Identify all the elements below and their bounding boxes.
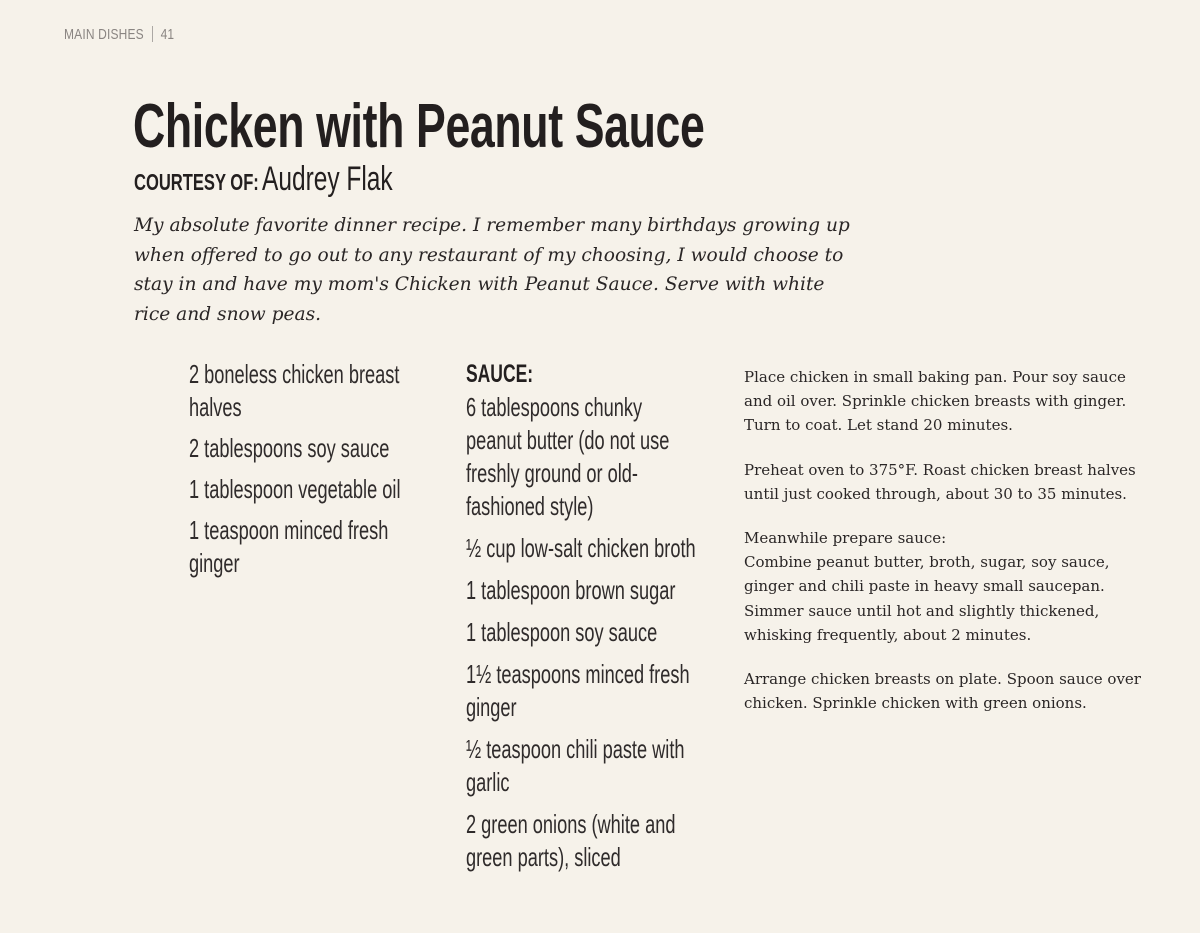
- ingredient-item: ½ teaspoon chili paste with garlic: [466, 734, 685, 797]
- ingredient-item: 1½ teaspoons minced fresh ginger: [466, 659, 690, 722]
- sauce-heading: SAUCE:: [466, 360, 534, 388]
- ingredient-item: 1 tablespoon vegetable oil: [189, 474, 401, 504]
- ingredient-item: 2 green onions (white and green parts), sliced: [466, 809, 676, 872]
- sauce-ingredients-list: [466, 358, 701, 883]
- running-header: [64, 26, 174, 43]
- ingredient-item: 1 tablespoon soy sauce: [466, 617, 658, 647]
- ingredient-item: 2 tablespoons soy sauce: [189, 433, 390, 463]
- ingredient-item: 1 teaspoon minced fresh ginger: [189, 515, 389, 578]
- page-number: 41: [160, 26, 175, 43]
- direction-step-body: Combine peanut butter, broth, sugar, soy sauce, ginger and chili paste in heavy small saucepan. Simmer sauce until hot and slightly thickened, whisking frequently, about 2 minutes.: [744, 553, 1110, 644]
- direction-step: [744, 526, 1142, 647]
- recipe-intro: My absolute favorite dinner recipe. I remember many birthdays growing up when offered to go out to any restaurant of my choosing, I would choose to stay in and have my mom's Chicken with Peanut Sauce. Serve with white rice and snow peas.: [134, 215, 850, 326]
- courtesy-name: Audrey Flak: [262, 160, 393, 198]
- ingredient-item: 6 tablespoons chunky peanut butter (do not use freshly ground or old-fashioned style): [466, 392, 670, 521]
- courtesy-label: COURTESY OF:: [134, 169, 259, 195]
- ingredient-item: 2 boneless chicken breast halves: [189, 359, 400, 422]
- chicken-ingredients-list: [189, 358, 429, 588]
- direction-step: Arrange chicken breasts on plate. Spoon sauce over chicken. Sprinkle chicken with green onions.: [744, 670, 1141, 713]
- direction-step: Place chicken in small baking pan. Pour soy sauce and oil over. Sprinkle chicken breasts with ginger. Turn to coat. Let stand 20 minutes.: [744, 368, 1127, 435]
- section-name: MAIN DISHES: [64, 26, 144, 43]
- direction-step: Preheat oven to 375°F. Roast chicken breast halves until just cooked through, about 30 to 35 minutes.: [744, 460, 1136, 503]
- directions: [744, 365, 1142, 735]
- header-divider: [152, 26, 153, 42]
- ingredient-item: 1 tablespoon brown sugar: [466, 575, 676, 605]
- courtesy-line: [134, 160, 393, 199]
- direction-step-intro: Meanwhile prepare sauce:: [744, 529, 947, 548]
- recipe-title: Chicken with Peanut Sauce: [133, 92, 705, 161]
- ingredient-item: ½ cup low-salt chicken broth: [466, 533, 696, 563]
